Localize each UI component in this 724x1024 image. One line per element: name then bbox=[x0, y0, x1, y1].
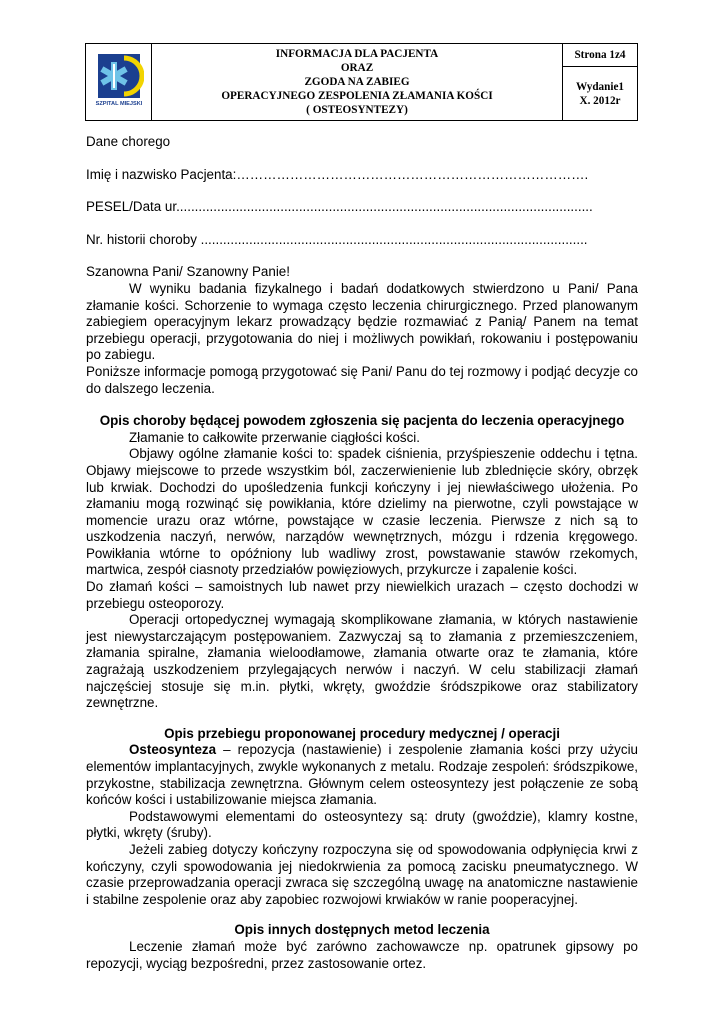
page-number: Strona 1z4 bbox=[563, 44, 637, 67]
star-of-life-icon bbox=[94, 52, 144, 112]
paragraph: Leczenie złamań może być zarówno zachowawcze np. opatrunek gipsowy po repozycji, wyciąg bezpośredni, przez zastosowanie ortez. bbox=[86, 938, 638, 971]
svg-text:SZPITAL MIEJSKI: SZPITAL MIEJSKI bbox=[95, 101, 142, 107]
document-meta bbox=[563, 44, 637, 120]
hospital-logo bbox=[86, 44, 152, 120]
title-line: ( OSTEOSYNTEZY) bbox=[306, 104, 408, 116]
paragraph: W wyniku badania fizykalnego i badań dodatkowych stwierdzono u Pani/ Pana złamanie kości. Schorzenie to wymaga często leczenia chirurgicznego. Przed planowanym zabiegiem operacyjnym lekarz prowadzący będzie rozmawiać z Panią/ Panem na temat przebiegu operacji, przygotowania do niej i możliwych powikłań, rokowaniu i postępowaniu po zabiegu. bbox=[86, 280, 638, 363]
title-line: OPERACYJNEGO ZESPOLENIA ZŁAMANIA KOŚCI bbox=[221, 90, 493, 102]
paragraph: Jeżeli zabieg dotyczy kończyny rozpoczyna się od spowodowania odpłynięcia krwi z kończyny, czyli spowodowania jej niedokrwienia za pomocą zacisku pneumatycznego. W czasie przeprowadzania operacji zwraca się szczególną uwagę na anatomiczne nastawienie i stabilne zespolenie oraz aby zapobiec rozwojowi krwiaków w ranie pooperacyjnej. bbox=[86, 841, 638, 907]
document-header bbox=[85, 43, 638, 121]
paragraph: Operacji ortopedycznej wymagają skomplikowane złamania, w których nastawienie jest niewystarczającym postępowaniem. Zazwyczaj są to złamania z przemieszczeniem, złamania spiralne, złamania wieloodłamowe, złamania otwarte oraz te złamania, które zagrażają uszkodzeniem przylegających nerwów i naczyń. W celu stabilizacji złamań najczęściej stosuje się m.in. płytki, wkręty, gwoździe śródszpikowe oraz stabilizatory zewnętrzne. bbox=[86, 612, 638, 711]
paragraph: Objawy ogólne złamanie kości to: spadek ciśnienia, przyśpieszenie oddechu i tętna. Objawy miejscowe to przede wszystkim ból, zaczerwienienie lub zblednięcie skóry, obrzęk lub krwiak. Dochodzi do upośledzenia funkcji kończyny i jej niewłaściwego ułożenia. Po złamaniu mogą rozwinąć się powikłania, które dzielimy na pierwotne, czyli powstające w momencie urazu oraz wtórne, powstające w czasie leczenia. Pierwsze z nich są to uszkodzenia naczyń, nerwów, narządów wewnętrznych, mózgu i rdzenia kręgowego. Powikłania wtórne to opóźniony lub wadliwy zrost, powstawanie stawów rzekomych, martwica, zespół ciasnoty przedziałów powięziowych, przykurcze i zapalenie kości. bbox=[86, 446, 638, 578]
section-heading: Opis innych dostępnych metod leczenia bbox=[234, 922, 490, 938]
paragraph-text: – repozycja (nastawienie) i zespolenie złamania kości przy użyciu elementów implantacyjnych, zwykle wykonanych z metalu. Rodzaje zespoleń: śródszpikowe, przykostne, stabilizacja zewnętrzna. Głównym celem osteosyntezy jest połączenie ze sobą końców kości i ustabilizowanie miejsca złamania. bbox=[86, 742, 638, 808]
paragraph: Złamanie to całkowite przerwanie ciągłości kości. bbox=[129, 429, 420, 445]
title-line: INFORMACJA DLA PACJENTA bbox=[275, 48, 439, 60]
title-line: ZGODA NA ZABIEG bbox=[304, 76, 410, 88]
term-osteosynteza: Osteosynteza bbox=[129, 742, 217, 758]
document-body bbox=[86, 134, 638, 972]
edition-info bbox=[563, 67, 637, 120]
pesel-field[interactable]: PESEL/Data ur................................................................................................................ bbox=[86, 199, 593, 215]
patient-data-label: Dane chorego bbox=[86, 134, 171, 149]
edition-date: X. 2012r bbox=[579, 94, 621, 107]
paragraph: Podstawowymi elementami do osteosyntezy są: druty (gwoździe), klamry kostne, płytki, wkręty (śruby). bbox=[86, 808, 638, 841]
section-heading: Opis choroby będącej powodem zgłoszenia się pacjenta do leczenia operacyjnego bbox=[99, 413, 625, 429]
history-number-field[interactable]: Nr. historii choroby ........................................................................................................ bbox=[86, 231, 588, 247]
document-title bbox=[152, 44, 563, 120]
title-line: ORAZ bbox=[340, 62, 374, 74]
greeting: Szanowna Pani/ Szanowny Panie! bbox=[86, 264, 290, 280]
patient-name-field[interactable]: Imię i nazwisko Pacjenta:……………………………………………………………………. bbox=[86, 166, 589, 182]
paragraph bbox=[86, 742, 638, 808]
section-heading: Opis przebiegu proponowanej procedury medycznej / operacji bbox=[164, 725, 560, 741]
paragraph: Poniższe informacje pomogą przygotować się Pani/ Panu do tej rozmowy i podjąć decyzje co do dalszego leczenia. bbox=[86, 363, 638, 396]
edition-label: Wydanie1 bbox=[575, 80, 625, 93]
paragraph: Do złamań kości – samoistnych lub nawet przy niewielkich urazach – często dochodzi w przebiegu osteoporozy. bbox=[86, 579, 638, 611]
